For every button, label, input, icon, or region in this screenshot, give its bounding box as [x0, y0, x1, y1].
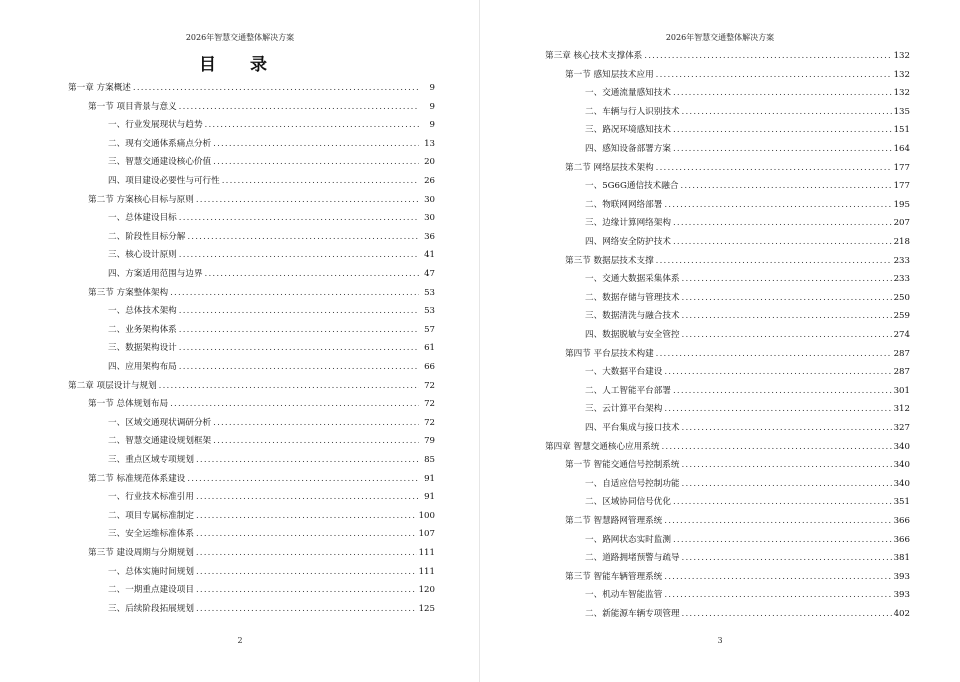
toc-subsection-entry[interactable] [585, 310, 910, 322]
toc-subsection-entry[interactable] [585, 496, 910, 508]
toc-subsection-entry[interactable] [108, 584, 435, 596]
toc-entry-page-number: 135 [893, 106, 910, 117]
toc-entry-label: 第二章 项层设计与规划 [68, 380, 157, 391]
toc-entry-page-number: 53 [424, 306, 435, 317]
toc-leader-dots [673, 124, 892, 136]
toc-leader-dots [682, 310, 892, 322]
toc-subsection-entry[interactable] [585, 106, 910, 118]
toc-entry-page-number: 259 [893, 311, 910, 322]
page-header: 2026年智慧交通整体解决方案 [665, 33, 775, 42]
toc-entry-page-number: 30 [424, 213, 435, 224]
toc-subsection-entry[interactable] [585, 366, 910, 378]
toc-entry-label: 三、后续阶段拓展规划 [108, 603, 194, 614]
toc-entry-label: 二、车辆与行人识别技术 [585, 106, 680, 117]
toc-entry-page-number: 164 [893, 144, 910, 154]
toc-leader-dots [680, 180, 891, 192]
toc-entry-label: 三、边缘计算网络架构 [585, 218, 671, 229]
toc-leader-dots [196, 603, 417, 615]
toc-entry-page-number: 340 [893, 460, 910, 471]
toc-leader-dots [682, 478, 892, 490]
toc-subsection-entry[interactable] [585, 199, 910, 211]
toc-entry-label: 三、重点区域专项规划 [108, 455, 194, 465]
toc-subsection-entry[interactable] [585, 180, 910, 192]
toc-leader-dots [681, 459, 891, 471]
toc-leader-dots [179, 361, 419, 373]
toc-entry-label: 二、项目专属标准制定 [108, 510, 194, 521]
toc-entry-page-number: 36 [424, 231, 435, 242]
toc-leader-dots [205, 268, 419, 280]
toc-entry-label: 三、数据清洗与融合技术 [585, 311, 680, 322]
toc-subsection-entry[interactable] [585, 273, 910, 285]
toc-subsection-entry[interactable] [585, 385, 910, 397]
toc-subsection-entry[interactable] [108, 156, 435, 168]
toc-subsection-entry[interactable] [108, 417, 435, 429]
toc-leader-dots [187, 473, 419, 485]
toc-leader-dots [196, 566, 417, 578]
toc-entry-label: 一、5G6G通信技术融合 [585, 181, 679, 192]
toc-leader-dots [673, 87, 892, 99]
toc-section-entry[interactable] [88, 473, 435, 485]
toc-entry-label: 第一节 项目背景与意义 [88, 101, 177, 112]
toc-section-entry[interactable] [565, 459, 910, 471]
toc-leader-dots [664, 571, 891, 583]
toc-entry-label: 一、行业发展现状与趋势 [108, 120, 203, 131]
toc-subsection-entry[interactable] [108, 435, 435, 447]
toc-entry-label: 第二节 方案核心目标与原则 [88, 194, 194, 205]
toc-leader-dots [661, 441, 891, 453]
toc-subsection-entry[interactable] [585, 552, 910, 564]
toc-entry-page-number: 393 [893, 590, 910, 601]
toc-entry-label: 第一章 方案概述 [68, 83, 131, 93]
toc-subsection-entry[interactable] [585, 87, 910, 99]
toc-entry-page-number: 26 [424, 176, 435, 186]
toc-subsection-entry[interactable] [585, 534, 910, 546]
toc-section-entry[interactable] [565, 162, 910, 174]
toc-leader-dots [179, 305, 419, 317]
toc-subsection-entry[interactable] [585, 124, 910, 136]
toc-subsection-entry[interactable] [108, 249, 435, 261]
toc-entry-label: 二、区域协同信号优化 [585, 497, 671, 508]
toc-leader-dots [205, 119, 419, 131]
toc-entry-page-number: 120 [418, 585, 435, 596]
toc-entry-page-number: 233 [893, 255, 910, 266]
toc-leader-dots [196, 454, 419, 466]
toc-subsection-entry[interactable] [108, 231, 435, 243]
toc-entry-label: 第三节 数据层技术支撑 [565, 255, 654, 266]
toc-entry-page-number: 9 [429, 83, 435, 93]
toc-title: 目 录 [199, 55, 281, 75]
toc-entry-label: 二、物联网网络部署 [585, 199, 663, 210]
toc-entry-page-number: 30 [424, 194, 435, 205]
toc-subsection-entry[interactable] [108, 119, 435, 131]
toc-entry-label: 三、云计算平台架构 [585, 404, 663, 415]
toc-entry-page-number: 366 [893, 516, 910, 526]
toc-leader-dots [664, 589, 891, 601]
toc-section-entry[interactable] [88, 287, 435, 299]
toc-leader-dots [664, 366, 891, 378]
toc-entry-label: 一、行业技术标准引用 [108, 492, 194, 503]
toc-leader-dots [656, 69, 892, 81]
toc-leader-dots [644, 50, 891, 62]
page-number: 3 [717, 636, 723, 645]
toc-section-entry[interactable] [565, 255, 910, 267]
toc-entry-page-number: 274 [893, 330, 910, 340]
toc-leader-dots [673, 236, 892, 248]
toc-leader-dots [170, 287, 419, 299]
toc-entry-page-number: 287 [893, 367, 910, 378]
toc-entry-page-number: 47 [424, 269, 435, 279]
toc-leader-dots [664, 515, 891, 527]
toc-section-entry[interactable] [88, 194, 435, 206]
toc-leader-dots [682, 273, 892, 285]
toc-leader-dots [673, 496, 892, 508]
toc-section-entry[interactable] [88, 398, 435, 410]
toc-leader-dots [196, 528, 417, 540]
toc-entry-label: 四、网络安全防护技术 [585, 237, 671, 247]
toc-leader-dots [187, 231, 419, 243]
toc-leader-dots [656, 255, 892, 267]
toc-entry-page-number: 177 [893, 181, 910, 192]
toc-entry-page-number: 125 [418, 603, 435, 614]
toc-entry-page-number: 61 [424, 343, 435, 354]
toc-subsection-entry[interactable] [108, 361, 435, 373]
toc-section-entry[interactable] [88, 101, 435, 113]
toc-entry-page-number: 402 [893, 609, 910, 619]
toc-subsection-entry[interactable] [108, 342, 435, 354]
toc-entry-page-number: 340 [893, 478, 910, 489]
toc-entry-label: 四、项目建设必要性与可行性 [108, 176, 220, 186]
toc-subsection-entry[interactable] [108, 305, 435, 317]
right-page [480, 0, 960, 682]
toc-entry-page-number: 53 [424, 287, 435, 298]
toc-entry-label: 二、一期重点建设项目 [108, 585, 194, 596]
toc-entry-label: 二、人工智能平台部署 [585, 385, 671, 396]
toc-leader-dots [673, 534, 892, 546]
toc-subsection-entry[interactable] [585, 608, 910, 620]
toc-entry-page-number: 111 [418, 566, 435, 577]
toc-entry-page-number: 207 [893, 218, 910, 229]
toc-subsection-entry[interactable] [108, 324, 435, 336]
toc-subsection-entry[interactable] [108, 175, 435, 187]
toc-leader-dots [196, 510, 417, 522]
toc-entry-page-number: 195 [893, 199, 910, 210]
toc-leader-dots [656, 348, 892, 360]
toc-subsection-entry[interactable] [585, 478, 910, 490]
toc-entry-page-number: 151 [893, 125, 910, 136]
toc-chapter-entry[interactable] [545, 441, 910, 453]
toc-entry-label: 四、数据脱敏与安全管控 [585, 330, 680, 340]
toc-entry-label: 一、总体建设目标 [108, 213, 177, 224]
toc-entry-page-number: 91 [424, 492, 435, 503]
toc-entry-page-number: 132 [893, 88, 910, 99]
toc-entry-label: 二、道路拥堵预警与疏导 [585, 553, 680, 564]
toc-leader-dots [664, 199, 891, 211]
page-header: 2026年智慧交通整体解决方案 [185, 33, 295, 42]
toc-entry-label: 第一节 感知层技术应用 [565, 69, 654, 80]
page-number: 2 [237, 636, 243, 645]
toc-entry-page-number: 312 [893, 404, 910, 415]
toc-entry-label: 四、平台集成与接口技术 [585, 423, 680, 433]
toc-section-entry[interactable] [88, 547, 435, 559]
toc-leader-dots [213, 156, 419, 168]
toc-leader-dots [133, 82, 419, 94]
toc-leader-dots [179, 101, 419, 113]
toc-entry-label: 第二节 网络层技术架构 [565, 162, 654, 173]
toc-entry-label: 第二节 标准规范体系建设 [88, 473, 186, 484]
toc-entry-label: 一、区域交通现状调研分析 [108, 417, 212, 428]
toc-entry-label: 一、机动车智能监管 [585, 590, 663, 601]
toc-leader-dots [196, 194, 419, 206]
toc-leader-dots [682, 106, 892, 118]
toc-entry-label: 二、业务架构体系 [108, 324, 177, 335]
toc-entry-page-number: 218 [893, 237, 910, 247]
toc-leader-dots [196, 491, 419, 503]
toc-subsection-entry[interactable] [585, 422, 910, 434]
toc-leader-dots [682, 552, 892, 564]
toc-leader-dots [222, 175, 419, 187]
toc-leader-dots [682, 292, 892, 304]
toc-chapter-entry[interactable] [545, 50, 910, 62]
toc-entry-label: 第一节 总体规划布局 [88, 399, 169, 410]
toc-section-entry[interactable] [565, 348, 910, 360]
toc-entry-page-number: 91 [424, 473, 435, 484]
toc-entry-label: 二、数据存储与管理技术 [585, 292, 680, 303]
toc-entry-label: 四、感知设备部署方案 [585, 144, 671, 154]
toc-entry-page-number: 366 [893, 534, 910, 545]
toc-entry-page-number: 13 [424, 138, 435, 149]
toc-entry-page-number: 132 [893, 51, 910, 61]
toc-leader-dots [179, 324, 419, 336]
toc-entry-page-number: 72 [424, 417, 435, 428]
toc-leader-dots [682, 422, 892, 434]
toc-entry-label: 第四章 智慧交通核心应用系统 [545, 441, 660, 452]
toc-leader-dots [159, 380, 419, 392]
toc-entry-label: 二、阶段性目标分解 [108, 231, 186, 242]
toc-section-entry[interactable] [565, 69, 910, 81]
toc-subsection-entry[interactable] [108, 528, 435, 540]
toc-entry-page-number: 250 [893, 292, 910, 303]
toc-entry-page-number: 72 [424, 380, 435, 391]
toc-leader-dots [682, 608, 892, 620]
toc-entry-label: 第四节 平台层技术构建 [565, 348, 654, 359]
toc-subsection-entry[interactable] [585, 236, 910, 248]
toc-subsection-entry[interactable] [108, 138, 435, 150]
toc-entry-page-number: 393 [893, 571, 910, 582]
toc-leader-dots [179, 249, 419, 261]
toc-subsection-entry[interactable] [585, 403, 910, 415]
toc-entry-page-number: 327 [893, 423, 910, 433]
toc-entry-page-number: 107 [418, 529, 435, 540]
toc-leader-dots [213, 138, 419, 150]
toc-subsection-entry[interactable] [585, 589, 910, 601]
toc-leader-dots [196, 584, 417, 596]
toc-entry-page-number: 79 [424, 436, 435, 447]
toc-entry-label: 第一节 智能交通信号控制系统 [565, 460, 680, 471]
toc-leader-dots [682, 329, 892, 341]
toc-entry-page-number: 100 [418, 510, 435, 521]
toc-entry-page-number: 9 [429, 120, 435, 131]
toc-entry-page-number: 9 [429, 101, 435, 112]
toc-subsection-entry[interactable] [585, 217, 910, 229]
toc-entry-page-number: 233 [893, 274, 910, 285]
toc-entry-label: 一、自适应信号控制功能 [585, 478, 680, 489]
toc-subsection-entry[interactable] [585, 292, 910, 304]
toc-entry-label: 二、智慧交通建设规划框架 [108, 436, 212, 447]
toc-leader-dots [179, 212, 419, 224]
toc-chapter-entry[interactable] [68, 82, 435, 94]
toc-entry-label: 一、总体技术架构 [108, 306, 177, 317]
toc-subsection-entry[interactable] [108, 268, 435, 280]
toc-entry-page-number: 287 [893, 348, 910, 359]
toc-entry-page-number: 66 [424, 362, 435, 372]
toc-entry-page-number: 340 [893, 441, 910, 452]
toc-entry-label: 一、大数据平台建设 [585, 367, 663, 378]
toc-entry-label: 三、安全运维标准体系 [108, 529, 194, 540]
toc-subsection-entry[interactable] [108, 603, 435, 615]
toc-entry-label: 四、应用架构布局 [108, 362, 177, 372]
toc-leader-dots [213, 435, 419, 447]
toc-leader-dots [170, 398, 419, 410]
toc-entry-label: 二、新能源车辆专项管理 [585, 609, 680, 619]
toc-entry-page-number: 132 [893, 69, 910, 80]
toc-entry-label: 二、现有交通体系痛点分析 [108, 138, 212, 149]
toc-entry-label: 第三章 核心技术支撑体系 [545, 51, 643, 61]
toc-entry-label: 三、路况环境感知技术 [585, 125, 671, 136]
toc-entry-label: 三、智慧交通建设核心价值 [108, 157, 212, 168]
toc-leader-dots [196, 547, 417, 559]
toc-entry-page-number: 20 [424, 157, 435, 168]
toc-leader-dots [673, 217, 892, 229]
toc-entry-label: 三、数据架构设计 [108, 343, 177, 354]
toc-subsection-entry[interactable] [108, 566, 435, 578]
toc-chapter-entry[interactable] [68, 380, 435, 392]
toc-entry-page-number: 177 [893, 162, 910, 173]
toc-leader-dots [213, 417, 419, 429]
toc-entry-page-number: 381 [893, 553, 910, 564]
toc-leader-dots [656, 162, 892, 174]
toc-leader-dots [673, 385, 892, 397]
toc-entry-label: 第三节 建设周期与分期规划 [88, 548, 194, 558]
toc-subsection-entry[interactable] [108, 454, 435, 466]
toc-entry-page-number: 85 [424, 455, 435, 465]
toc-subsection-entry[interactable] [108, 212, 435, 224]
toc-entry-label: 一、交通大数据采集体系 [585, 274, 680, 285]
toc-subsection-entry[interactable] [108, 510, 435, 522]
toc-entry-label: 第三节 方案整体架构 [88, 287, 169, 298]
toc-entry-page-number: 111 [418, 548, 435, 558]
toc-entry-page-number: 351 [893, 497, 910, 508]
toc-section-entry[interactable] [565, 515, 910, 527]
toc-entry-label: 一、路网状态实时监测 [585, 534, 671, 545]
toc-entry-page-number: 301 [893, 385, 910, 396]
toc-section-entry[interactable] [565, 571, 910, 583]
toc-leader-dots [664, 403, 891, 415]
toc-entry-label: 第三节 智能车辆管理系统 [565, 571, 663, 582]
toc-entry-label: 三、核心设计原则 [108, 250, 177, 261]
toc-subsection-entry[interactable] [585, 329, 910, 341]
toc-entry-label: 一、交通流量感知技术 [585, 88, 671, 99]
toc-leader-dots [179, 342, 419, 354]
toc-entry-page-number: 57 [424, 324, 435, 335]
toc-entry-page-number: 72 [424, 399, 435, 410]
toc-entry-label: 第二节 智慧路网管理系统 [565, 516, 663, 526]
toc-leader-dots [673, 143, 892, 155]
toc-entry-page-number: 41 [424, 250, 435, 261]
toc-subsection-entry[interactable] [108, 491, 435, 503]
toc-subsection-entry[interactable] [585, 143, 910, 155]
toc-entry-label: 一、总体实施时间规划 [108, 566, 194, 577]
toc-entry-label: 四、方案适用范围与边界 [108, 269, 203, 279]
